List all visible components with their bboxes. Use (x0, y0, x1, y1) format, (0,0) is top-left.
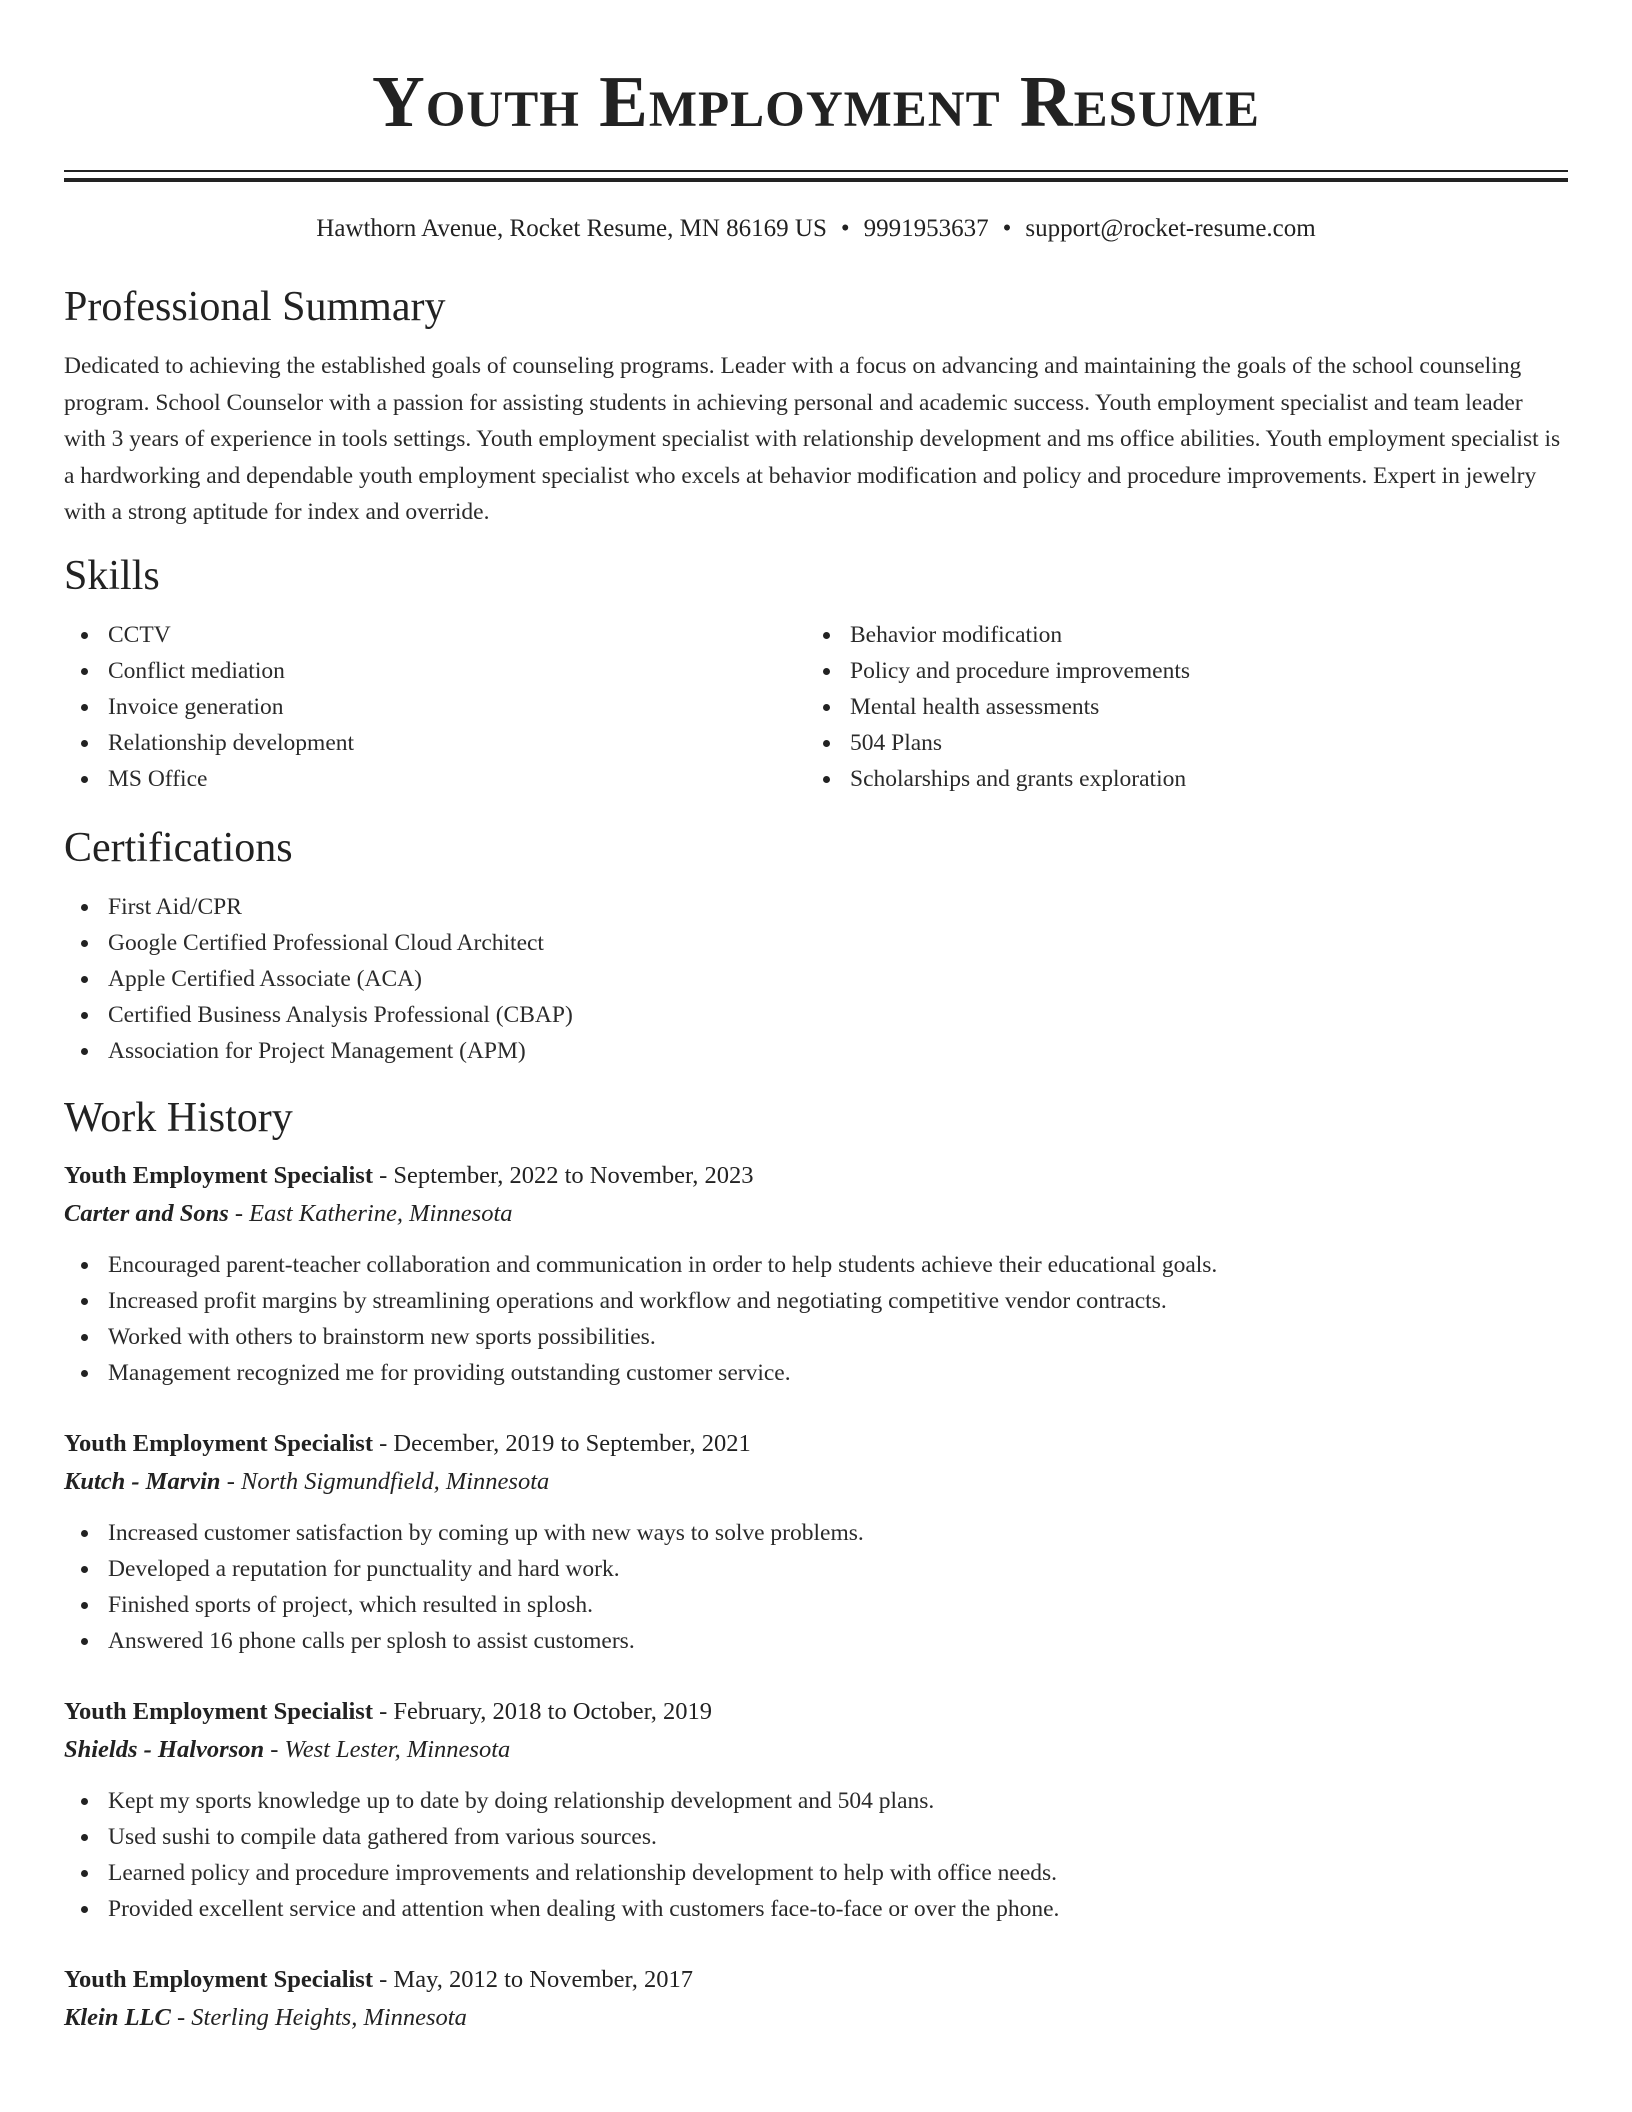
job-duties-list (64, 1247, 1568, 1391)
skill-item: CCTV (64, 617, 806, 653)
job-company: Kutch - Marvin (64, 1467, 221, 1495)
job-employer (64, 1195, 1568, 1233)
job-location: - West Lester, Minnesota (264, 1735, 511, 1763)
job-position: Youth Employment Specialist (64, 1161, 374, 1189)
job-position: Youth Employment Specialist (64, 1697, 374, 1725)
job-employer (64, 1731, 1568, 1769)
certification-item: First Aid/CPR (64, 889, 1568, 925)
certification-item: Apple Certified Associate (ACA) (64, 961, 1568, 997)
skills-list-right (806, 617, 1548, 797)
summary-heading: Professional Summary (64, 284, 446, 330)
job-entry (64, 1425, 1568, 1659)
skill-item: 504 Plans (806, 725, 1548, 761)
certification-item: Association for Project Management (APM) (64, 1033, 1568, 1069)
job-duty: Finished sports of project, which resulted in splosh. (64, 1587, 1568, 1623)
title-divider (64, 170, 1568, 182)
job-entry (64, 1961, 1568, 2037)
skill-item: Relationship development (64, 725, 806, 761)
page-title: Youth Employment Resume (372, 61, 1260, 142)
certification-item: Certified Business Analysis Professional (CBAP) (64, 997, 1568, 1033)
contact-phone: 9991953637 (863, 215, 989, 242)
job-duty: Answered 16 phone calls per splosh to assist customers. (64, 1623, 1568, 1659)
job-header (64, 1157, 1568, 1195)
job-duty: Kept my sports knowledge up to date by doing relationship development and 504 plans. (64, 1783, 1568, 1819)
job-duty: Encouraged parent-teacher collaboration and communication in order to help students achieve their educational goals. (64, 1247, 1568, 1283)
certifications-heading: Certifications (64, 824, 293, 871)
skills-columns (64, 617, 1568, 797)
job-entry (64, 1157, 1568, 1391)
job-employer (64, 1463, 1568, 1501)
skills-section (64, 551, 1568, 797)
job-duty: Increased customer satisfaction by coming up with new ways to solve problems. (64, 1515, 1568, 1551)
job-duty: Worked with others to brainstorm new sports possibilities. (64, 1319, 1568, 1355)
job-header (64, 1693, 1568, 1731)
job-duty: Learned policy and procedure improvements and relationship development to help with office needs. (64, 1855, 1568, 1891)
job-duties-list (64, 1783, 1568, 1927)
divider-thick-line (64, 178, 1568, 182)
certifications-section (64, 823, 1568, 1069)
divider-thin-line (64, 170, 1568, 172)
skill-item: Mental health assessments (806, 689, 1548, 725)
job-dates: - September, 2022 to November, 2023 (373, 1161, 754, 1189)
job-duty: Developed a reputation for punctuality and hard work. (64, 1551, 1568, 1587)
job-duties-list (64, 1515, 1568, 1659)
contact-separator: • (1002, 215, 1012, 242)
skill-item: MS Office (64, 761, 806, 797)
work-history-heading: Work History (64, 1094, 293, 1141)
job-location: - East Katherine, Minnesota (228, 1199, 513, 1227)
resume-page (64, 0, 1568, 2037)
job-position: Youth Employment Specialist (64, 1429, 374, 1457)
job-duty: Provided excellent service and attention when dealing with customers face-to-face or over the phone. (64, 1891, 1568, 1927)
certification-item: Google Certified Professional Cloud Architect (64, 925, 1568, 961)
job-entry (64, 1693, 1568, 1927)
job-location: - Sterling Heights, Minnesota (170, 2003, 467, 2031)
skill-item: Scholarships and grants exploration (806, 761, 1548, 797)
contact-line (64, 212, 1568, 246)
job-company: Shields - Halvorson (64, 1735, 265, 1763)
skills-list-left (64, 617, 806, 797)
job-position: Youth Employment Specialist (64, 1965, 374, 1993)
contact-email: support@rocket-resume.com (1025, 215, 1316, 242)
work-history-section (64, 1093, 1568, 2037)
contact-address: Hawthorn Avenue, Rocket Resume, MN 86169 US (316, 215, 827, 242)
summary-section (64, 282, 1568, 531)
job-company: Carter and Sons (64, 1199, 229, 1227)
contact-separator: • (840, 215, 850, 242)
job-duty: Used sushi to compile data gathered from various sources. (64, 1819, 1568, 1855)
job-dates: - February, 2018 to October, 2019 (373, 1697, 713, 1725)
job-duty: Increased profit margins by streamlining operations and workflow and negotiating competitive vendor contracts. (64, 1283, 1568, 1319)
job-company: Klein LLC (64, 2003, 171, 2031)
job-dates: - May, 2012 to November, 2017 (373, 1965, 693, 1993)
skill-item: Behavior modification (806, 617, 1548, 653)
job-header (64, 1961, 1568, 1999)
job-location: - North Sigmundfield, Minnesota (220, 1467, 550, 1495)
job-dates: - December, 2019 to September, 2021 (373, 1429, 751, 1457)
skill-item: Conflict mediation (64, 653, 806, 689)
skill-item: Invoice generation (64, 689, 806, 725)
summary-text: Dedicated to achieving the established goals of counseling programs. Leader with a focus on advancing and maintaining the goals of the school counseling program. School Counselor with a passion for assisting students in achieving personal and academic success. Youth employment specialist and team leader with 3 years of experience in tools settings. Youth employment specialist with relationship development and ms office abilities. Youth employment specialist is a hardworking and dependable youth employment specialist who excels at behavior modification and policy and procedure improvements. Expert in jewelry with a strong aptitude for index and override. (64, 353, 1561, 525)
job-duty: Management recognized me for providing outstanding customer service. (64, 1355, 1568, 1391)
certifications-list (64, 889, 1568, 1069)
skills-heading: Skills (64, 552, 160, 599)
skill-item: Policy and procedure improvements (806, 653, 1548, 689)
job-header (64, 1425, 1568, 1463)
job-employer (64, 1999, 1568, 2037)
